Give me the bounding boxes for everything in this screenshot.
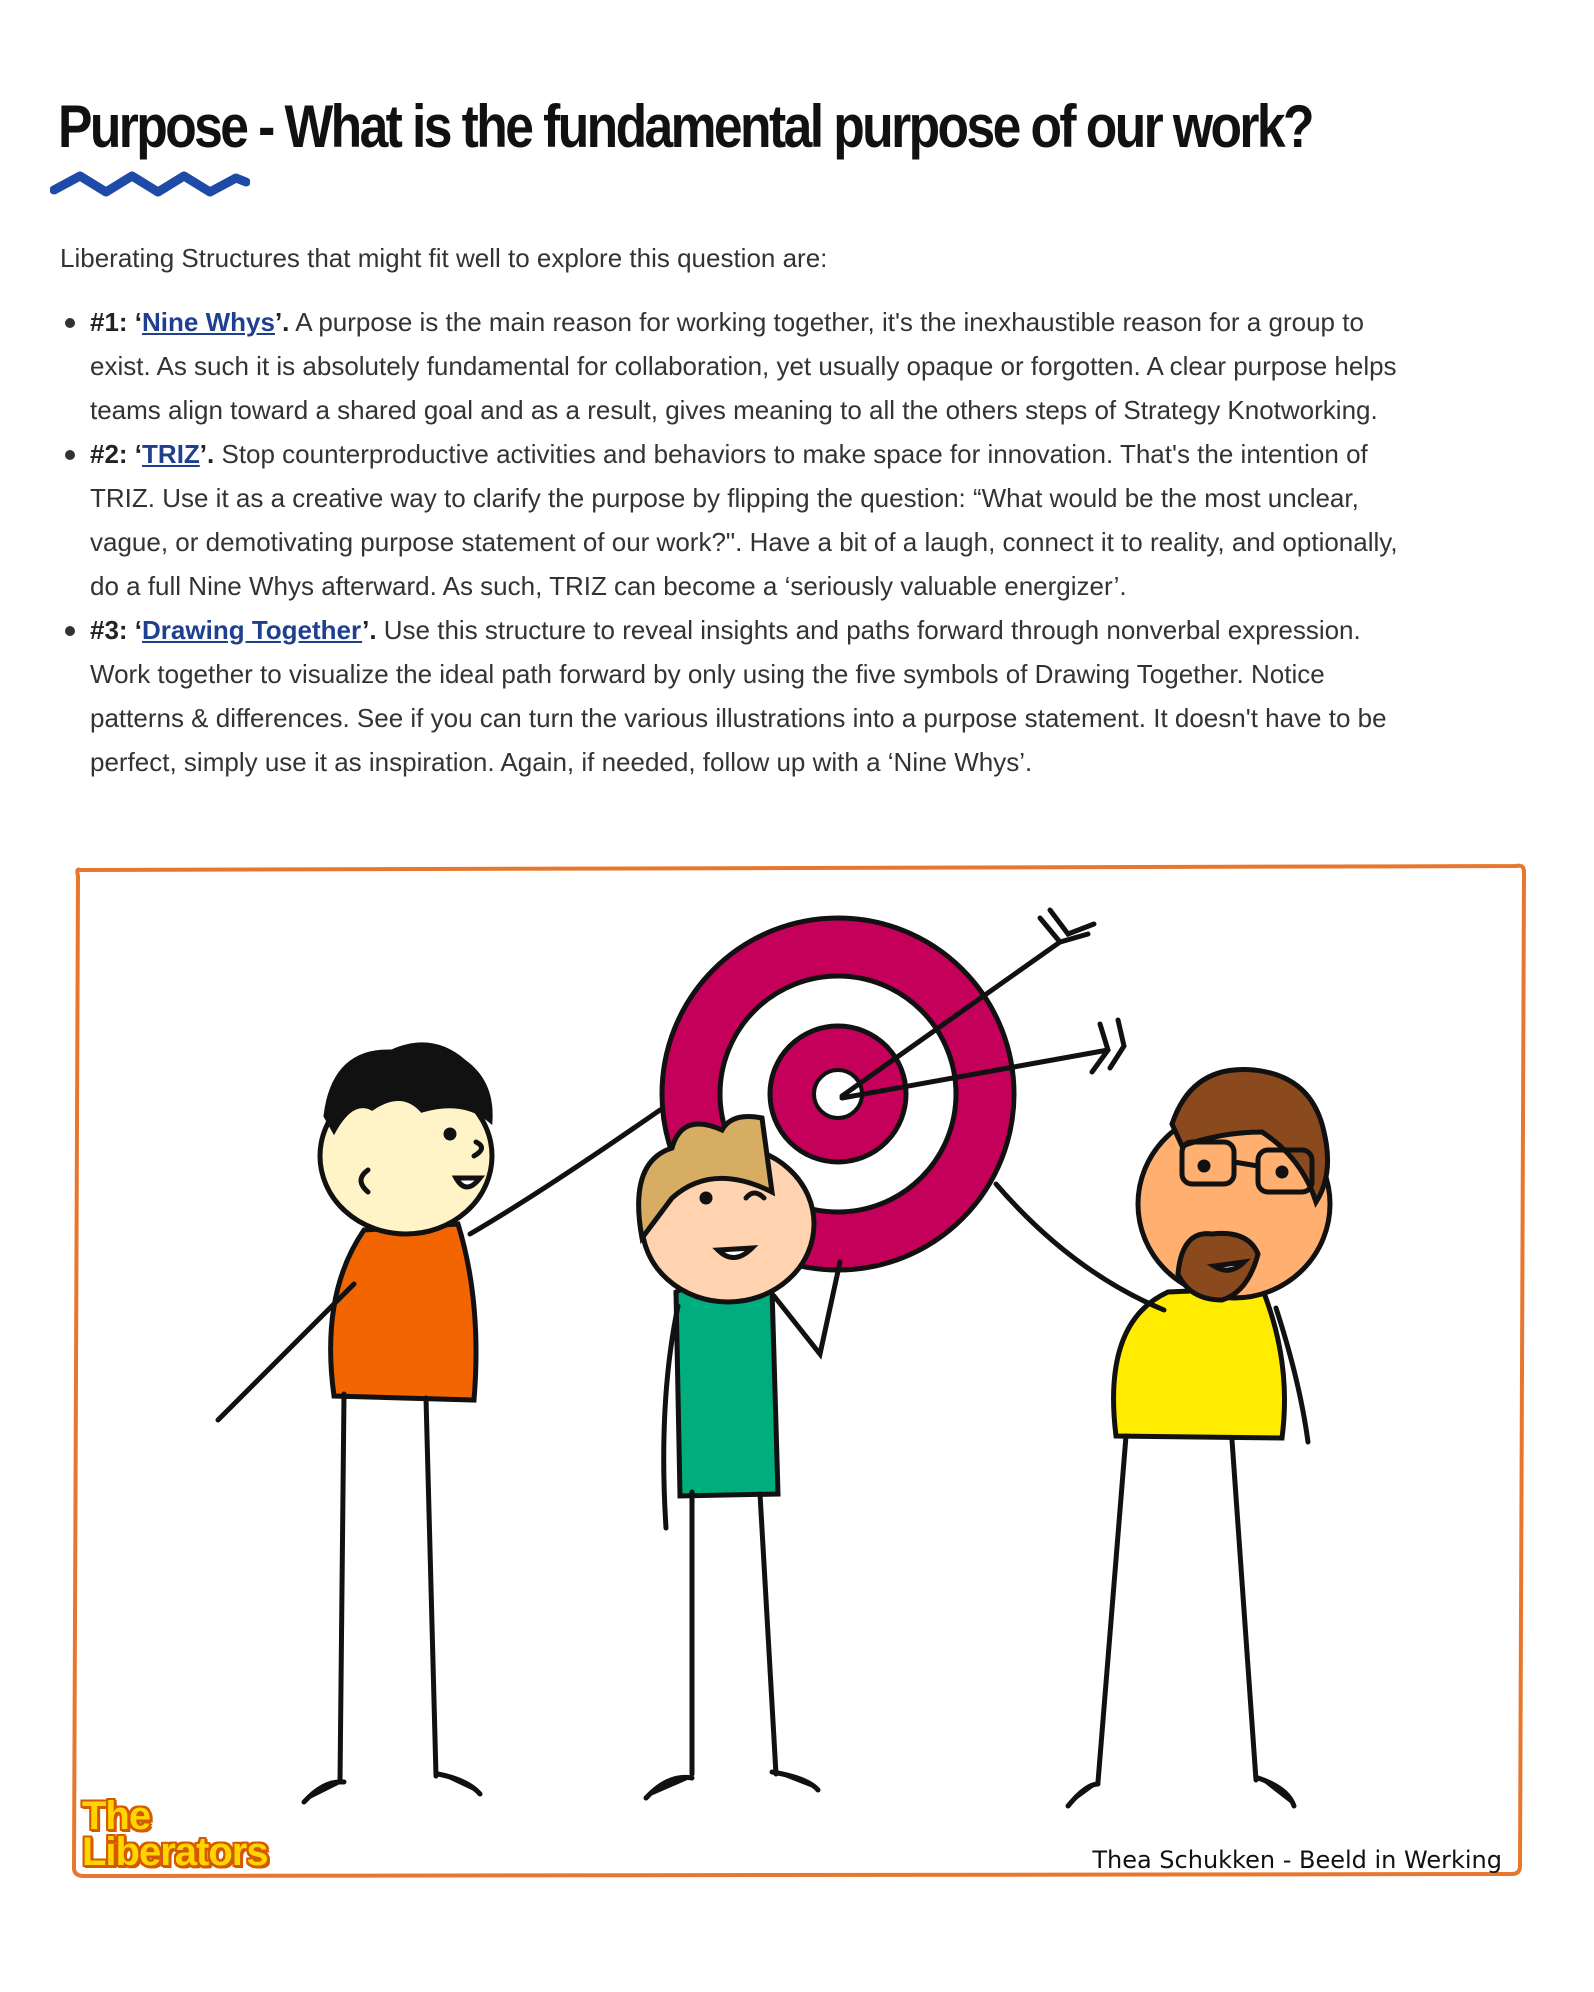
- team-target-illustration: [72, 862, 1528, 1884]
- illustration-credit: Thea Schukken - Beeld in Werking: [1092, 1846, 1502, 1874]
- bullet-icon: [65, 450, 75, 460]
- person-left: [218, 1045, 660, 1802]
- nine-whys-link[interactable]: Nine Whys: [142, 307, 275, 337]
- list-item-nine-whys: #1: ‘Nine Whys’. A purpose is the main reason for working together, it's the inexhaustible reason for a group to exist. As such it is absolutely fundamental for collaboration, yet usually opaque or forgotten. A clear purpose helps teams align toward a shared goal and as a result, gives meaning to all the others steps of Strategy Knotworking.: [60, 300, 1540, 432]
- bullet-icon: [65, 626, 75, 636]
- person-right: [996, 1069, 1330, 1806]
- the-liberators-logo: The Liberators: [82, 1794, 268, 1874]
- page-title: Purpose - What is the fundamental purpose of our work?: [58, 93, 1312, 160]
- illustration: [72, 862, 1528, 1884]
- bullet-icon: [65, 318, 75, 328]
- person-middle: [639, 1117, 840, 1799]
- zigzag-underline-icon: [50, 168, 250, 204]
- intro-text: Liberating Structures that might fit well to explore this question are:: [60, 243, 828, 273]
- list-item-drawing-together: #3: ‘Drawing Together’. Use this structure to reveal insights and paths forward through nonverbal expression. Work together to visualize the ideal path forward by only using the five symbols of Drawing Together. Notice patterns & differences. See if you can turn the various illustrations into a purpose statement. It doesn't have to be perfect, simply use it as inspiration. Again, if needed, follow up with a ‘Nine Whys’.: [60, 608, 1540, 784]
- item-number: #1:: [90, 307, 128, 337]
- structures-list: [60, 300, 1540, 784]
- list-item-triz: #2: ‘TRIZ’. Stop counterproductive activities and behaviors to make space for innovation. That's the intention of TRIZ. Use it as a creative way to clarify the purpose by flipping the question: “What would be the most unclear, vague, or demotivating purpose statement of our work?". Have a bit of a laugh, connect it to reality, and optionally, do a full Nine Whys afterward. As such, TRIZ can become a ‘seriously valuable energizer’.: [60, 432, 1540, 608]
- item-number: #2:: [90, 439, 128, 469]
- drawing-together-link[interactable]: Drawing Together: [142, 615, 363, 645]
- item-number: #3:: [90, 615, 128, 645]
- triz-link[interactable]: TRIZ: [142, 439, 200, 469]
